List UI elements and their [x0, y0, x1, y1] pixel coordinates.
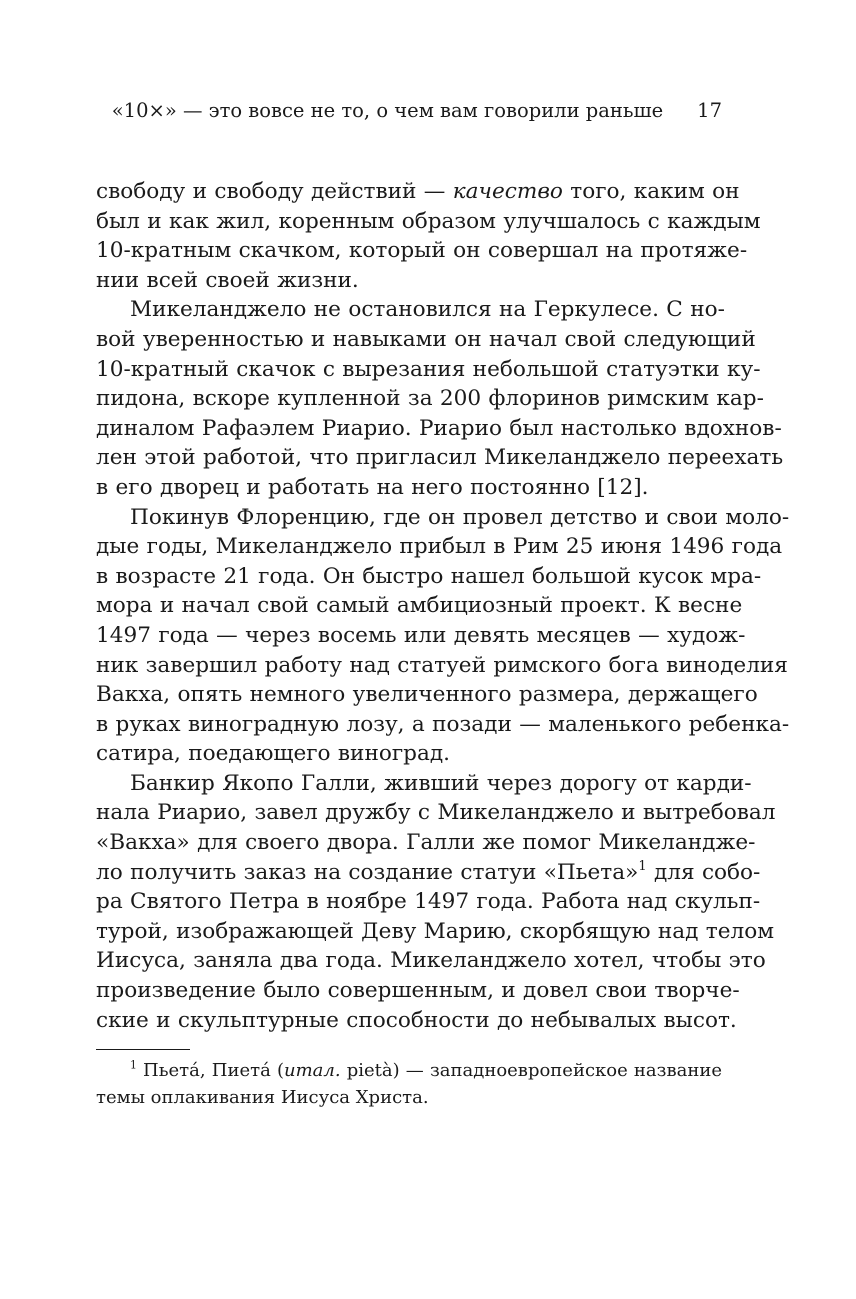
paragraph-2 — [96, 295, 784, 502]
text-line: турой, изображающей Деву Марию, скорбящую над телом — [96, 918, 775, 944]
text-line: лен этой работой, что пригласил Микеланджело переехать — [96, 445, 784, 471]
footnote-marker: 1 — [130, 1058, 137, 1072]
running-title: «10×» — это вовсе не то, о чем вам говорили раньше — [111, 99, 664, 122]
paragraph-1 — [96, 177, 761, 295]
text-line: нала Риарио, завел дружбу с Микеланджело и вытребовал — [96, 800, 776, 826]
text-line: ло получить заказ на создание статуи «Пьета»$^1$ для собо- — [96, 858, 761, 885]
text-line: Покинув Флоренцию, где он провел детство и свои моло- — [130, 504, 790, 530]
paragraph-3 — [96, 503, 790, 769]
emphasis: итал. — [283, 1060, 341, 1081]
text-line: Вакха, опять немного увеличенного размера, держащего — [96, 682, 758, 708]
text-line: Микеланджело не остановился на Геркулесе. С но- — [130, 297, 725, 323]
text-line: произведение было совершенным, и довел свои творче- — [96, 978, 740, 1004]
body-text — [96, 177, 790, 1035]
text-line: мора и начал свой самый амбициозный проект. К весне — [96, 593, 743, 619]
footnote-divider — [96, 1049, 190, 1050]
text-line: диналом Рафаэлем Риарио. Риарио был настолько вдохнов- — [96, 415, 782, 441]
text-line: в руках виноградную лозу, а позади — маленького ребенка- — [96, 711, 790, 737]
text-line: 10-кратный скачок с вырезания небольшой статуэтки ку- — [96, 356, 761, 382]
footnote-line: $^1$ Пьета́, Пиета́ (итал. pietà) — западноевропейское название — [130, 1058, 722, 1081]
running-header — [96, 97, 722, 125]
footnote — [96, 1057, 722, 1111]
text-line: 1497 года — через восемь или девять месяцев — худож- — [96, 622, 746, 648]
footnote-line: темы оплакивания Иисуса Христа. — [96, 1087, 429, 1108]
text-line: ские и скульптурные способности до небывалых высот. — [96, 1007, 737, 1033]
text-line: ра Святого Петра в ноябре 1497 года. Работа над скульп- — [96, 889, 761, 915]
text-line: дые годы, Микеланджело прибыл в Рим 25 июня 1496 года — [96, 534, 783, 560]
text-line: в его дворец и работать на него постоянно [12]. — [96, 474, 649, 500]
text-line: был и как жил, коренным образом улучшалось с каждым — [96, 208, 761, 234]
text-line: Банкир Якопо Галли, живший через дорогу от карди- — [130, 770, 752, 796]
text-line: нии всей своей жизни. — [96, 267, 359, 293]
text-line: свободу и свободу действий — качество того, каким он — [96, 179, 740, 204]
text-line: «Вакха» для своего двора. Галли же помог Микеландже- — [96, 830, 756, 856]
text-line: 10-кратным скачком, который он совершал на протяже- — [96, 238, 748, 264]
text-line: вой уверенностью и навыками он начал свой следующий — [96, 326, 756, 352]
text-line: ник завершил работу над статуей римского бога виноделия — [96, 652, 788, 678]
page-number: 17 — [697, 99, 722, 122]
paragraph-4 — [96, 769, 776, 1035]
text-line: пидона, вскоре купленной за 200 флоринов римским кар- — [96, 386, 764, 412]
emphasis: качество — [452, 179, 563, 204]
footnote-ref[interactable]: 1 — [638, 858, 647, 874]
text-line: в возрасте 21 года. Он быстро нашел большой кусок мра- — [96, 563, 762, 589]
text-line: Иисуса, заняла два года. Микеланджело хотел, чтобы это — [96, 948, 766, 974]
text-line: сатира, поедающего виноград. — [96, 741, 451, 767]
